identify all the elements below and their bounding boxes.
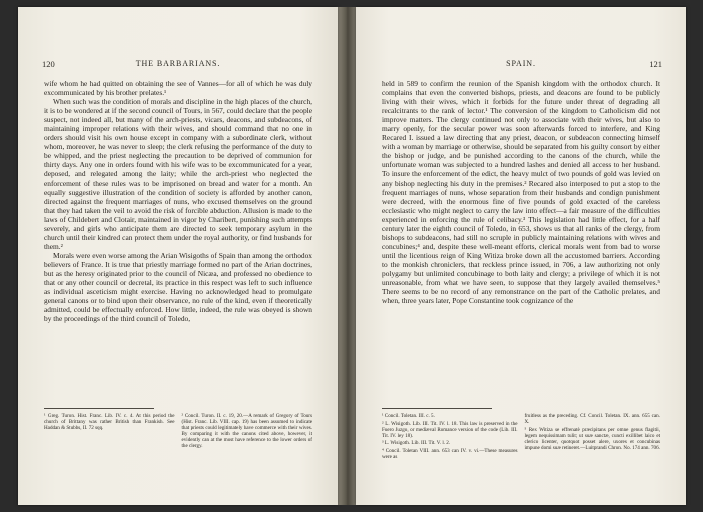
footnote-column — [44, 413, 175, 491]
footnote-column — [182, 413, 313, 491]
paragraph: When such was the condition of morals and discipline in the high places of the church, it is to be wondered at if the second council of Tours, in 567, could declare that the people suspect, not indeed all, but many of the arch-priests, vicars, deacons, and subdeacons, of maintaining improper relations with their wives, and should command that no one in orders should visit his own house except in company with a subordinate clerk, without whom, moreover, he was never to sleep; the clerk refusing the performance of the duty to be whipped, and the priest neglecting the precaution to be deprived of communion for thirty days. Any one in orders found with his wife was to be excommunicated for a year, deposed, and relegated among the laity; while the arch-priest who neglected the enforcement of these rules was to be imprisoned on bread and water for a month. An equally suggestive illustration of the condition of society is afforded by another canon, directed against the frequent marriages of nuns, who excused themselves on the ground that they had taken the veil to avoid the risk of forcible abduction. Allusion is made to the laws of Childebert and Clotair, maintained in vigor by Charibert, punishing such attempts severely, and girls who anticipate them are directed to seek temporary asylum in the church until their kindred can protect them under the royal authority, or find husbands for them.² — [44, 97, 312, 251]
page-left — [18, 7, 338, 505]
footnote-rule — [382, 408, 492, 409]
footnote: ³ L. Wisigoth. Lib. III. Tit. V. l. 2. — [382, 440, 451, 447]
paragraph: held in 589 to confirm the reunion of the Spanish kingdom with the orthodox church. It complains that even the converted bishops, priests, and deacons are found to be publicly living with their wives, which it forbids for the future under threat of degrading all recalcitrants to the rank of lector.¹ The conversion of the kingdom to Catholicism did not improve matters. The clergy continued not only to associate with their wives, but also to marry openly, for the secular power was soon afterwards forced to interfere, and King Recared I. issued a law directing that any priest, deacon, or subdeacon connecting himself with a woman by marriage or otherwise, should be separated from his guilty consort by either the bishop or judge, and be punished according to the canons of the church, while the unfortunate woman was subjected to a hundred lashes and denied all access to her husband. To insure the enforcement of the edict, the heavy mulct of two pounds of gold was levied on any bishop neglecting his duty in the premises.² Recared also interposed to put a stop to the frequent marriages of nuns, whose separation from their husbands and condign punishment were decreed, with the enormous fine of five pounds of gold exacted of the careless ecclesiastic who might neglect to carry the law into effect—a fair measure of the difficulties experienced in enforcing the rule of celibacy.³ This legislation had little effect, for a half century later the eighth council of Toledo, in 653, shows us that all ranks of the clergy, from bishops to subdeacons, had still no scruple in publicly maintaining relations with wives and concubines;⁴ and, despite these well-meant efforts, clerical morals went from bad to worse until the licentious reign of King Witiza broke down all the accustomed barriers. According to the monkish chroniclers, that reckless prince issued, in 706, a law authorizing not only polygamy but unlimited concubinage to both laity and clergy; a privilege of which it is not unreasonable, from what we have seen, to suppose that they largely availed themselves.⁵ There seems to be no record of any remonstrance on the part of the Catholic prelates, and when, three years later, Pope Constantine took cognizance of the — [382, 79, 660, 306]
page-right — [356, 7, 686, 505]
footnote: ¹ Greg. Turon. Hist. Franc. Lib. IV. c. 4. At this period the church of Brittany was rather British than Frankish. See Haddan & Stubbs, II. 72 sqq. — [44, 413, 175, 432]
footnote: fruitless as the preceding. Cf. Concil. Toletan. IX. ann. 655 can. X. — [524, 413, 660, 426]
page-left-folio: 120 — [42, 59, 55, 69]
paragraph: wife whom he had quitted on obtaining the see of Vannes—for all of which he was duly excommunicated by his brother prelates.¹ — [44, 79, 312, 98]
page-right-footnotes — [382, 413, 660, 491]
paragraph: Morals were even worse among the Arian Wisigoths of Spain than among the orthodox believers of France. It is true that priestly marriage formed no part of the Arian doctrines, but as the heresy originated prior to the council of Nicæa, and professed no obedience to that or any other council or decretal, its practice in this respect was left to such influence as individual asceticism might exercise. Having no acknowledged head to promulgate general canons or to bind upon their observance, no rule of the kind, even if theoretically admitted, could be effectually enforced. How little, indeed, the rule was obeyed is shown by the proceedings of the third council of Toledo, — [44, 250, 312, 324]
footnote: ² Concil. Turon. II. c. 19, 20.—A remark of Gregory of Tours (Hist. Franc. Lib. VIII. cap. 19) has been assumed to indicate that priests could legitimately have commerce with their wives. By comparing it with the canons cited above, however, it evidently can at the most have reference to the lower orders of the clergy. — [181, 413, 312, 450]
footnote-column — [525, 413, 661, 491]
page-right-running-head: SPAIN. — [506, 59, 536, 68]
book-gutter — [338, 7, 356, 505]
page-left-running-head: THE BARBARIANS. — [135, 59, 221, 68]
footnote-rule — [44, 408, 154, 409]
footnote-column — [382, 413, 518, 491]
footnote: ⁴ Concil. Toletan VIII. ann. 653 can IV. v. vi.—These measures were as — [382, 447, 518, 461]
page-right-folio: 121 — [649, 59, 662, 69]
footnote: ¹ Concil. Toletan. III. c. 5. — [382, 413, 435, 419]
page-left-footnotes — [44, 413, 312, 491]
footnote: ² L. Wisigoth. Lib. III. Tit. IV. l. 18. This law is preserved in the Fuero Juzgo, or mediæval Romance version of the code (Lib. III. Tit. IV. ley 18). — [382, 420, 518, 439]
footnote: ⁵ Rex Witiza se effrenatè præcipitans per omne genus flagitii, legem nequissimam tulit; ut suæ sanctæ, cuncti exillibet laico et clerico licenter, quotquot posset alere, uxores et concubinas impune domi suæ retineret.—Luitprandi Chron. No. 174 ann. 706. — [524, 426, 660, 451]
